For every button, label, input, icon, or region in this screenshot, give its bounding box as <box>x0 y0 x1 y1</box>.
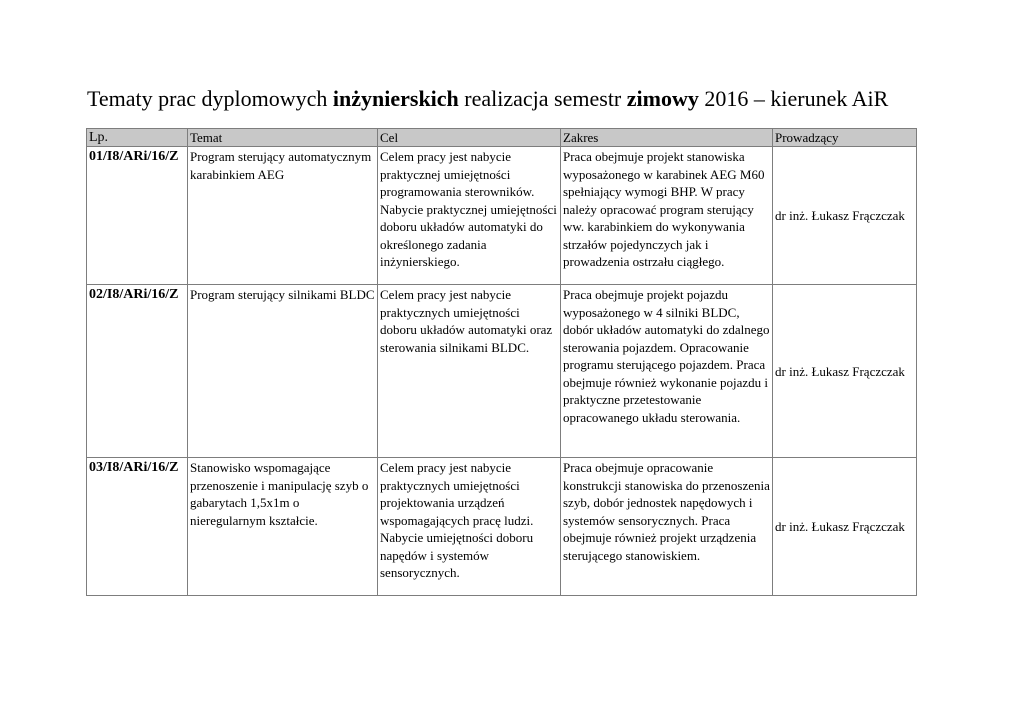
title-part-5: 2016 – kierunek AiR <box>698 86 889 111</box>
title-part-1: Tematy prac dyplomowych <box>87 86 333 111</box>
cell-lp: 02/I8/ARi/16/Z <box>87 285 188 458</box>
title-part-2-bold: inżynierskich <box>332 86 459 111</box>
table-row <box>87 147 917 285</box>
cell-prowadzacy: dr inż. Łukasz Frączczak <box>773 147 917 285</box>
title-part-3: realizacja semestr <box>458 86 627 111</box>
header-zakres: Zakres <box>561 129 773 147</box>
cell-cel: Celem pracy jest nabycie praktycznych umiejętności projektowania urządzeń wspomagających pracę ludzi. Nabycie umiejętności doboru napędów i systemów sensorycznych. <box>378 458 561 596</box>
cell-prowadzacy: dr inż. Łukasz Frączczak <box>773 285 917 458</box>
page-title <box>87 84 888 114</box>
table-row <box>87 458 917 596</box>
title-part-4-bold: zimowy <box>626 86 699 111</box>
header-temat: Temat <box>188 129 378 147</box>
table-row <box>87 285 917 458</box>
cell-lp: 03/I8/ARi/16/Z <box>87 458 188 596</box>
cell-zakres: Praca obejmuje projekt stanowiska wyposażonego w karabinek AEG M60 spełniający wymogi BHP. W pracy należy opracować program sterujący ww. karabinkiem do wykonywania strzałów pojedynczych jak i prowadzenia ostrzału ciągłego. <box>561 147 773 285</box>
cell-zakres: Praca obejmuje opracowanie konstrukcji stanowiska do przenoszenia szyb, dobór jednostek napędowych i systemów sensorycznych. Praca obejmuje również projekt urządzenia sterującego stanowiskiem. <box>561 458 773 596</box>
topics-table <box>86 128 917 596</box>
cell-temat: Program sterujący silnikami BLDC <box>188 285 378 458</box>
cell-lp: 01/I8/ARi/16/Z <box>87 147 188 285</box>
header-cel: Cel <box>378 129 561 147</box>
cell-cel: Celem pracy jest nabycie praktycznej umiejętności programowania sterowników. Nabycie praktycznej umiejętności doboru układów automatyki do określonego zadania inżynierskiego. <box>378 147 561 285</box>
cell-prowadzacy: dr inż. Łukasz Frączczak <box>773 458 917 596</box>
cell-cel: Celem pracy jest nabycie praktycznych umiejętności doboru układów automatyki oraz sterowania silnikami BLDC. <box>378 285 561 458</box>
table-body <box>87 147 917 596</box>
header-lp: Lp. <box>87 129 188 147</box>
table-header <box>87 129 917 147</box>
cell-temat: Stanowisko wspomagające przenoszenie i manipulację szyb o gabarytach 1,5x1m o nieregularnym kształcie. <box>188 458 378 596</box>
cell-temat: Program sterujący automatycznym karabinkiem AEG <box>188 147 378 285</box>
cell-zakres: Praca obejmuje projekt pojazdu wyposażonego w 4 silniki BLDC, dobór układów automatyki do zdalnego sterowania pojazdem. Opracowanie programu sterującego pojazdem. Praca obejmuje również wykonanie pojazdu i praktyczne przetestowanie opracowanego układu sterowania. <box>561 285 773 458</box>
header-prowadzacy: Prowadzący <box>773 129 917 147</box>
header-row <box>87 129 917 147</box>
